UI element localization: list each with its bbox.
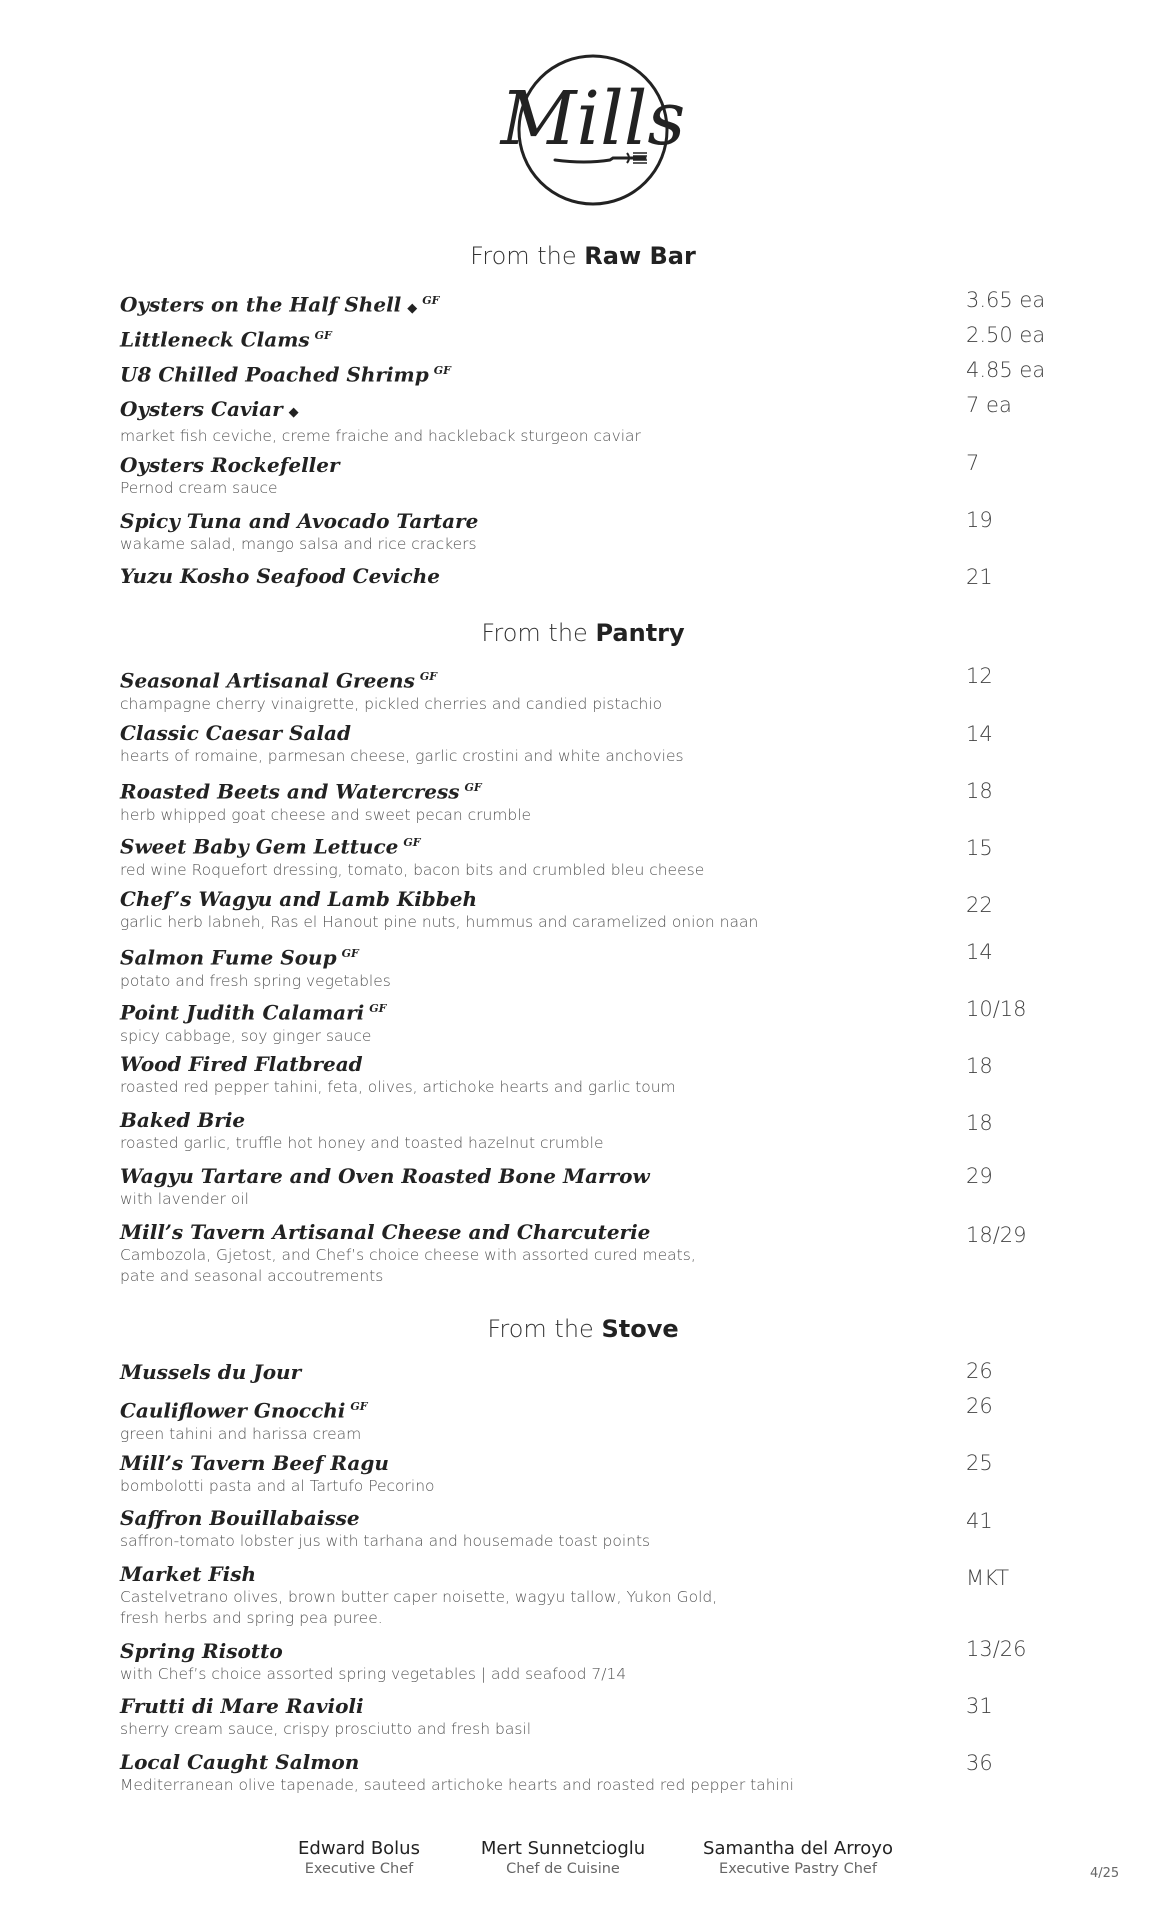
item-name: Yuzu Kosho Seafood Ceviche <box>120 564 440 588</box>
item-price: 26 <box>966 1359 993 1383</box>
menu-item <box>120 358 1080 388</box>
item-description: green tahini and harissa cream <box>120 1424 362 1443</box>
item-price: 22 <box>966 893 993 917</box>
item-name: Local Caught Salmon <box>120 1750 360 1774</box>
item-price: 14 <box>966 722 993 746</box>
item-price: 25 <box>966 1451 993 1475</box>
menu-item <box>120 886 1080 933</box>
menu-item <box>120 830 1080 881</box>
gluten-free-badge: GF <box>341 947 359 960</box>
menu-item <box>120 664 1080 715</box>
menu-item <box>120 1051 1080 1098</box>
diamond-icon: ◆ <box>407 300 418 316</box>
item-name: Mussels du Jour <box>120 1360 302 1384</box>
item-name: Mill’s Tavern Beef Ragu <box>120 1451 389 1475</box>
menu-item <box>120 1219 1080 1287</box>
item-description: saffron-tomato lobster jus with tarhana and housemade toast points <box>120 1532 651 1550</box>
gluten-free-badge: GF <box>433 364 451 377</box>
item-name: Spicy Tuna and Avocado Tartare <box>120 509 479 533</box>
item-name: Salmon Fume Soup <box>120 945 337 970</box>
item-description: Cambozola, Gjetost, and Chef’s choice cheese with assorted cured meats, <box>120 1246 696 1264</box>
menu-item <box>120 1359 1080 1385</box>
gluten-free-badge: GF <box>314 329 332 342</box>
item-price: 3.65 ea <box>966 288 1046 312</box>
gluten-free-badge: GF <box>350 1400 368 1413</box>
item-description: with Chef’s choice assorted spring vegetables | add seafood 7/14 <box>120 1665 627 1683</box>
menu-date: 4/25 <box>1090 1866 1120 1881</box>
menu-item <box>120 288 1080 322</box>
diamond-icon: ◆ <box>288 405 299 420</box>
menu-item <box>120 323 1080 353</box>
item-description: sherry cream sauce, crispy prosciutto and fresh basil <box>120 1720 532 1738</box>
item-price: 7 ea <box>966 393 1012 417</box>
item-name: Mill’s Tavern Artisanal Cheese and Charcuterie <box>120 1220 651 1244</box>
item-description: spicy cabbage, soy ginger sauce <box>120 1026 372 1045</box>
menu-item <box>120 1394 1080 1445</box>
menu-item <box>120 1749 1080 1796</box>
item-name: Wagyu Tartare and Oven Roasted Bone Marrow <box>120 1164 650 1188</box>
item-name: Frutti di Mare Ravioli <box>120 1694 364 1718</box>
menu-item <box>120 1693 1080 1740</box>
item-description: Mediterranean olive tapenade, sauteed artichoke hearts and roasted red pepper tahini <box>120 1776 794 1794</box>
item-description: roasted garlic, truffle hot honey and toasted hazelnut crumble <box>120 1134 604 1152</box>
item-description: with lavender oil <box>120 1190 249 1208</box>
menu-item <box>120 396 1080 447</box>
item-name: U8 Chilled Poached Shrimp <box>120 362 429 387</box>
item-price: 7 <box>966 451 980 475</box>
item-description: market fish ceviche, creme fraiche and hackleback sturgeon caviar <box>120 427 641 445</box>
menu-item <box>120 1107 1080 1154</box>
item-price: 31 <box>966 1694 993 1718</box>
section-prefix: From the <box>481 619 588 647</box>
menu-item <box>120 508 1080 555</box>
item-description: Castelvetrano olives, brown butter caper noisette, wagyu tallow, Yukon Gold, <box>120 1588 718 1606</box>
menu-item <box>120 720 1080 767</box>
menu-item <box>120 563 1080 589</box>
item-name: Oysters Caviar <box>120 397 283 421</box>
chef-title: Executive Chef <box>304 1861 414 1877</box>
item-name: Spring Risotto <box>120 1639 283 1663</box>
chef-title: Chef de Cuisine <box>506 1861 620 1877</box>
item-price: 2.50 ea <box>966 323 1046 347</box>
menu-item <box>120 941 1080 992</box>
item-name: Roasted Beets and Watercress <box>120 779 460 804</box>
item-description: garlic herb labneh, Ras el Hanout pine nuts, hummus and caramelized onion naan <box>120 913 759 931</box>
item-price: 26 <box>966 1394 993 1418</box>
gluten-free-badge: GF <box>422 294 440 307</box>
section-title-pantry <box>0 619 1166 647</box>
item-name: Sweet Baby Gem Lettuce <box>120 834 399 859</box>
item-price: 12 <box>966 664 993 688</box>
item-name: Seasonal Artisanal Greens <box>120 668 415 693</box>
logo-text: Mills <box>500 76 686 162</box>
section-prefix: From the <box>470 242 577 270</box>
item-description: hearts of romaine, parmesan cheese, garlic crostini and white anchovies <box>120 747 684 765</box>
item-price: 29 <box>966 1164 993 1188</box>
chef-name: Edward Bolus <box>298 1838 420 1859</box>
item-description: fresh herbs and spring pea puree. <box>120 1609 383 1627</box>
menu-item <box>120 775 1080 826</box>
item-description: champagne cherry vinaigrette, pickled cherries and candied pistachio <box>120 694 663 713</box>
item-name: Baked Brie <box>120 1108 246 1132</box>
mills-logo <box>500 52 686 208</box>
item-price: 15 <box>966 836 993 860</box>
chef-name: Samantha del Arroyo <box>703 1838 893 1859</box>
section-prefix: From the <box>487 1315 594 1343</box>
item-name: Oysters Rockefeller <box>120 453 340 477</box>
item-price: 10/18 <box>966 997 1027 1021</box>
item-price: 18/29 <box>966 1223 1027 1247</box>
gluten-free-badge: GF <box>419 670 438 683</box>
item-description: wakame salad, mango salsa and rice crackers <box>120 535 477 553</box>
item-name: Oysters on the Half Shell <box>120 292 402 317</box>
menu-item <box>120 452 1080 499</box>
item-description: roasted red pepper tahini, feta, olives, artichoke hearts and garlic toum <box>120 1078 676 1096</box>
chef-credit <box>443 1838 683 1877</box>
section-title-raw-bar <box>0 242 1166 270</box>
item-price: 41 <box>966 1509 993 1533</box>
item-price: 14 <box>966 940 993 964</box>
item-price: 13/26 <box>966 1637 1027 1661</box>
chef-credit <box>678 1838 918 1877</box>
item-name: Chef’s Wagyu and Lamb Kibbeh <box>120 887 478 911</box>
item-description: potato and fresh spring vegetables <box>120 971 391 990</box>
menu-item <box>120 1163 1080 1210</box>
item-name: Market Fish <box>120 1562 257 1586</box>
item-price: 18 <box>966 779 993 803</box>
gluten-free-badge: GF <box>464 781 482 794</box>
gluten-free-badge: GF <box>369 1002 387 1015</box>
item-price: 4.85 ea <box>966 358 1046 382</box>
item-name: Littleneck Clams <box>120 327 310 352</box>
item-name: Wood Fired Flatbread <box>120 1052 363 1076</box>
item-price: 18 <box>966 1054 993 1078</box>
menu-item <box>120 1638 1080 1685</box>
section-name: Stove <box>601 1315 679 1343</box>
item-name: Point Judith Calamari <box>120 1000 365 1025</box>
item-price: 19 <box>966 508 993 532</box>
section-name: Raw Bar <box>584 242 696 270</box>
menu-item <box>120 1505 1080 1552</box>
menu-item <box>120 996 1080 1047</box>
item-price: 36 <box>966 1751 993 1775</box>
item-price: 18 <box>966 1111 993 1135</box>
chef-title: Executive Pastry Chef <box>719 1861 877 1877</box>
item-description: red wine Roquefort dressing, tomato, bacon bits and crumbled bleu cheese <box>120 860 705 879</box>
menu-item <box>120 1561 1080 1629</box>
item-name: Classic Caesar Salad <box>120 721 351 745</box>
item-description: bombolotti pasta and al Tartufo Pecorino <box>120 1477 435 1495</box>
menu-item <box>120 1450 1080 1497</box>
item-description: Pernod cream sauce <box>120 479 278 497</box>
section-name: Pantry <box>595 619 685 647</box>
item-description: pate and seasonal accoutrements <box>120 1267 384 1285</box>
item-name: Saffron Bouillabaisse <box>120 1506 360 1530</box>
item-price: 21 <box>966 565 993 589</box>
chef-name: Mert Sunnetcioglu <box>480 1838 646 1859</box>
item-price: MKT <box>966 1566 1010 1590</box>
section-title-stove <box>0 1315 1166 1343</box>
gluten-free-badge: GF <box>403 836 421 849</box>
item-name: Cauliflower Gnocchi <box>120 1398 346 1423</box>
item-description: herb whipped goat cheese and sweet pecan crumble <box>120 805 532 824</box>
